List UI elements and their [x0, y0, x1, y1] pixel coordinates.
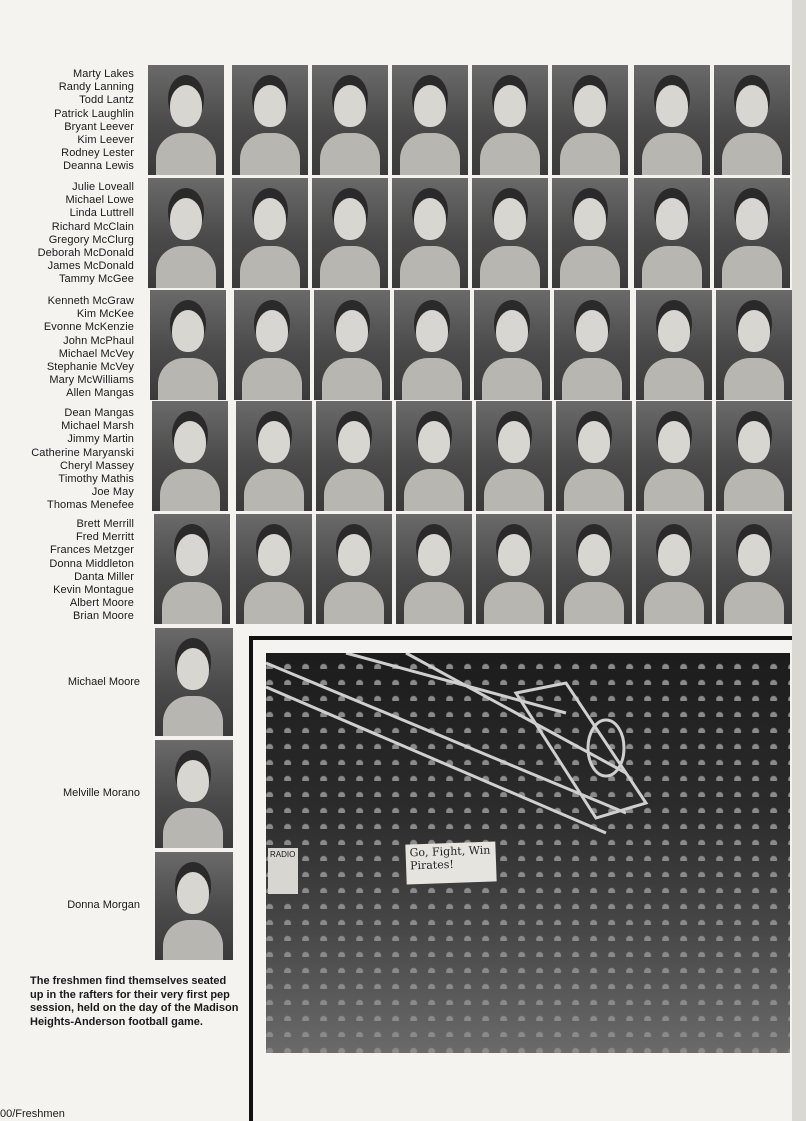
photo-row-5 [148, 514, 790, 624]
student-photo [148, 178, 224, 288]
student-name: Kim McKee [76, 308, 134, 321]
student-photo [234, 290, 310, 400]
student-photo [714, 65, 790, 175]
student-name: Patrick Laughlin [54, 107, 134, 120]
photo-row-3 [148, 290, 790, 400]
student-name: Kenneth McGraw [47, 295, 134, 307]
student-photo [155, 740, 233, 848]
student-name: Danta Miller [74, 570, 134, 583]
student-photo [392, 65, 468, 175]
frame-line-left [249, 636, 253, 1121]
student-photo [554, 290, 630, 400]
student-photo [716, 514, 792, 624]
student-photo [636, 401, 712, 511]
page-folio: 00/Freshmen [0, 1108, 65, 1120]
single-name-3: Donna Morgan [67, 899, 140, 911]
student-name: James McDonald [47, 260, 134, 273]
student-photo [714, 178, 790, 288]
photo-row-4 [148, 401, 790, 511]
names-row-2 [0, 181, 134, 287]
photo-row-1 [148, 65, 790, 175]
student-photo [474, 290, 550, 400]
names-row-5 [0, 518, 134, 624]
frame-line-top [249, 636, 792, 640]
student-photo [314, 290, 390, 400]
student-photo [232, 65, 308, 175]
student-name: Donna Middleton [49, 557, 134, 570]
names-row-1 [0, 68, 134, 174]
student-name: Gregory McClurg [48, 233, 134, 246]
page-edge [792, 0, 806, 1121]
student-photo [552, 65, 628, 175]
student-name: Cheryl Massey [59, 459, 134, 472]
student-name: Kim Leever [77, 134, 134, 147]
basketball-backboard-icon [266, 653, 790, 1053]
photo-row-2 [148, 178, 790, 288]
student-photo [634, 178, 710, 288]
student-name: Randy Lanning [58, 81, 134, 94]
student-photo [155, 852, 233, 960]
student-name: Marty Lakes [72, 68, 134, 80]
student-name: Deborah McDonald [37, 247, 134, 260]
student-photo [396, 401, 472, 511]
student-photo [236, 401, 312, 511]
student-name: Albert Moore [69, 597, 134, 610]
student-photo [312, 65, 388, 175]
student-name: Allen Mangas [66, 387, 134, 400]
student-photo [552, 178, 628, 288]
small-banner: RADIO [268, 848, 298, 894]
student-name: Kevin Montague [53, 584, 134, 597]
student-photo [476, 514, 552, 624]
student-photo [556, 514, 632, 624]
student-photo [396, 514, 472, 624]
student-name: Mary McWilliams [49, 374, 134, 387]
student-photo [155, 628, 233, 736]
student-photo [634, 65, 710, 175]
student-name: John McPhaul [63, 334, 134, 347]
student-photo [716, 290, 792, 400]
student-photo [394, 290, 470, 400]
student-name: Brian Moore [72, 610, 134, 623]
student-photo [476, 401, 552, 511]
student-name: Timothy Mathis [58, 473, 134, 486]
student-name: Brett Merrill [76, 518, 134, 530]
student-name: Julie Loveall [72, 181, 134, 193]
student-photo [636, 514, 712, 624]
student-name: Dean Mangas [64, 407, 134, 419]
student-name: Catherine Maryanski [31, 446, 134, 459]
student-name: Richard McClain [51, 220, 134, 233]
student-photo [472, 65, 548, 175]
student-name: Joe May [91, 486, 134, 499]
student-name: Fred Merritt [75, 531, 134, 544]
student-name: Michael Marsh [61, 420, 134, 433]
single-name-1: Michael Moore [67, 676, 140, 688]
names-row-3 [0, 295, 134, 401]
student-name: Stephanie McVey [46, 361, 134, 374]
student-photo [150, 290, 226, 400]
student-photo [152, 401, 228, 511]
student-name: Deanna Lewis [63, 160, 134, 173]
student-photo [316, 401, 392, 511]
student-photo [236, 514, 312, 624]
student-photo [316, 514, 392, 624]
student-name: Evonne McKenzie [43, 321, 134, 334]
photo-caption: The freshmen find themselves seated up in the rafters for their very first pep session, held on the day of the Madison Heights-Anderson football game. [30, 975, 239, 1028]
student-photo [472, 178, 548, 288]
single-name-2: Melville Morano [62, 787, 140, 799]
student-name: Michael Lowe [65, 194, 134, 207]
student-photo [148, 65, 224, 175]
student-name: Linda Luttrell [69, 207, 134, 220]
pep-session-photo [266, 653, 790, 1053]
student-photo [556, 401, 632, 511]
student-name: Jimmy Martin [67, 433, 134, 446]
student-photo [392, 178, 468, 288]
student-name: Michael McVey [58, 347, 134, 360]
student-photo [716, 401, 792, 511]
student-name: Todd Lantz [79, 94, 134, 107]
student-name: Thomas Menefee [47, 499, 134, 512]
names-row-4 [0, 407, 134, 513]
student-name: Bryant Leever [64, 120, 134, 133]
student-photo [154, 514, 230, 624]
student-photo [312, 178, 388, 288]
student-photo [232, 178, 308, 288]
student-name: Rodney Lester [61, 147, 134, 160]
pep-banner: Go, Fight, Win Pirates! [405, 841, 496, 884]
student-name: Frances Metzger [49, 544, 134, 557]
student-photo [636, 290, 712, 400]
student-name: Tammy McGee [58, 273, 134, 286]
